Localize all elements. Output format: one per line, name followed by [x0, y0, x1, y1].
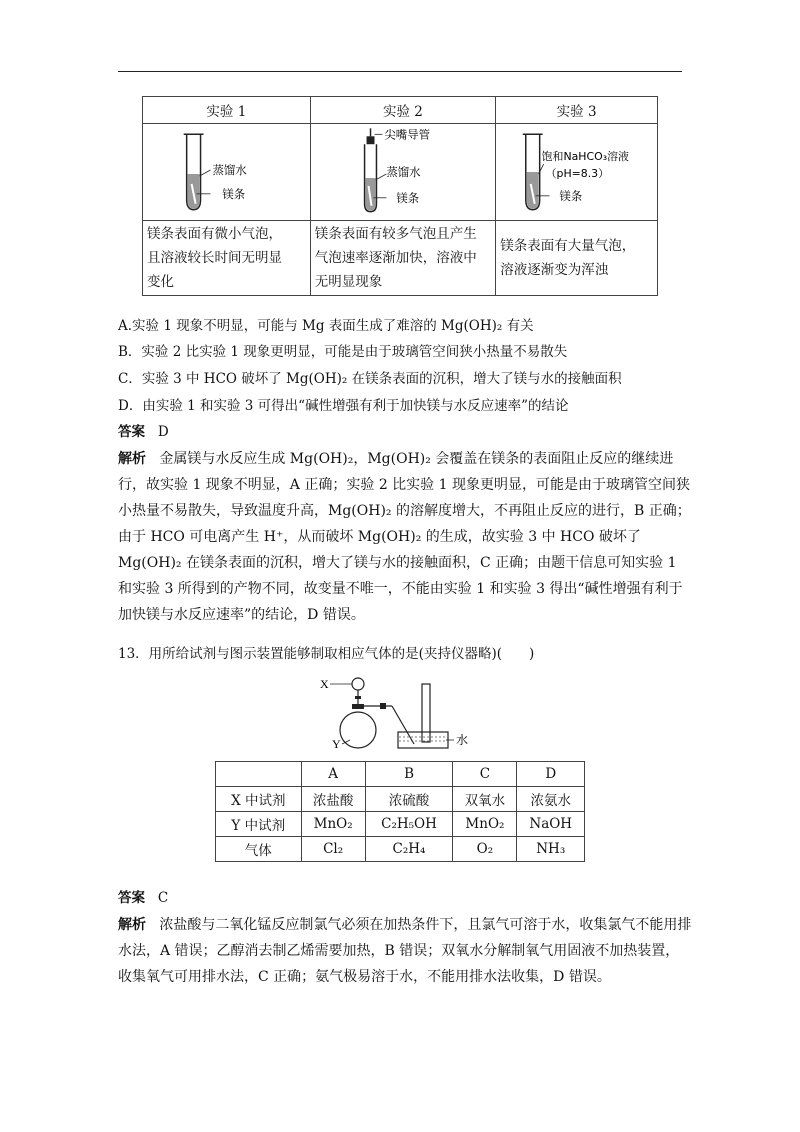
exp2-observation: 镁条表面有较多气泡且产生 气泡速率逐渐加快，溶液中 无明显现象: [310, 221, 496, 296]
water-label: 水: [456, 733, 469, 747]
option-d: D．由实验 1 和实验 3 可得出“碱性增强有利于加快镁与水反应速率”的结论: [118, 398, 569, 414]
option-a: A.实验 1 现象不明显，可能与 Mg 表面生成了难溶的 Mg(OH)₂ 有关: [118, 318, 534, 334]
e1-liquid-label: 蒸馏水: [212, 162, 247, 177]
e3-strip-label: 镁条: [559, 188, 583, 203]
experiment-table: [142, 96, 658, 296]
y-label: Y: [332, 737, 341, 751]
analysis-text: 金属镁与水反应生成 Mg(OH)₂，Mg(OH)₂ 会覆盖在镁条的表面阻止反应的继续进行，故实验 1 现象不明显，A 正确；实验 2 比实验 1 现象更明显，可能是由于玻璃管空间狭小热量不易散失，导致温度升高，Mg(OH)₂ 的溶解度增大，不再阻止反应的进行，B 正确；由于 HCO 可电离产生 H⁺，从而破坏 Mg(OH)₂ 的生成，故实验 3 中 HCO 破坏了 Mg(OH)₂ 在镁条表面的沉积，增大了镁与水的接触面积，C 正确；由题干信息可知实验 1 和实验 3 所得到的产物不同，故变量不唯一，不能由实验 1 和实验 3 得出“碱性增强有利于加快镁与水反应速率”的结论，D 错误。: [118, 451, 691, 623]
q13-analysis: [118, 912, 692, 990]
table-header-cell: A: [301, 762, 365, 787]
analysis-label: 解析: [118, 451, 146, 467]
e2-tube-label: 尖嘴导管: [384, 127, 430, 142]
q12-analysis: [118, 446, 692, 628]
table-row: 气体 Cl₂ C₂H₄ O₂ NH₃: [216, 837, 585, 862]
table-row: Y 中试剂 MnO₂ C₂H₅OH MnO₂ NaOH: [216, 812, 585, 837]
exp2-figure: [310, 124, 496, 221]
test-tube-diagram-2: [311, 124, 496, 220]
table-header-cell: D: [517, 762, 585, 787]
exp-header-3: 实验 3: [496, 97, 658, 124]
table-header-cell: C: [453, 762, 517, 787]
table-header-cell: B: [365, 762, 453, 787]
e3-liquid-label-1: 饱和NaHCO₃溶液: [541, 150, 630, 164]
gas-apparatus-diagram: [318, 674, 478, 754]
reagent-table: [215, 761, 585, 862]
e2-strip-label: 镁条: [396, 190, 419, 205]
header-rule: [118, 71, 682, 72]
e1-strip-label: 镁条: [222, 186, 246, 201]
exp-header-1: 实验 1: [143, 97, 311, 124]
table-header-cell: [216, 762, 302, 787]
exp-header-2: 实验 2: [310, 97, 496, 124]
q12-answer: [118, 422, 688, 442]
analysis-label: 解析: [118, 917, 146, 933]
x-label: X: [320, 677, 329, 691]
option-b: B．实验 2 比实验 1 现象更明显，可能是由于玻璃管空间狭小热量不易散失: [118, 344, 568, 360]
exp1-observation: 镁条表面有微小气泡， 且溶液较长时间无明显 变化: [143, 221, 311, 296]
table-row: X 中试剂 浓盐酸 浓硫酸 双氧水 浓氨水: [216, 787, 585, 812]
exp1-figure: [143, 124, 311, 221]
e2-liquid-label: 蒸馏水: [386, 164, 421, 179]
exp3-figure: [496, 124, 658, 221]
test-tube-diagram-3: [496, 124, 657, 220]
test-tube-diagram-1: [143, 124, 310, 220]
e3-liquid-label-2: （pH=8.3）: [545, 166, 610, 180]
answer-label: 答案: [118, 890, 145, 906]
answer-label: 答案: [118, 424, 145, 440]
q13-answer: [118, 888, 688, 908]
answer-value: D: [157, 424, 169, 440]
option-c: C．实验 3 中 HCO 破坏了 Mg(OH)₂ 在镁条表面的沉积，增大了镁与水的接触面积: [118, 371, 622, 387]
exp3-observation: 镁条表面有大量气泡， 溶液逐渐变为浑浊: [496, 221, 658, 296]
answer-value: C: [157, 890, 169, 906]
q13-stem: 13．用所给试剂与图示装置能够制取相应气体的是(夹持仪器略)( ): [118, 646, 535, 662]
analysis-text: 浓盐酸与二氧化锰反应制氯气必须在加热条件下，且氯气可溶于水，收集氯气不能用排水法，A 错误；乙醇消去制乙烯需要加热，B 错误；双氧水分解制氧气用固液不加热装置，收集氧气可用排水法，C 正确；氨气极易溶于水，不能用排水法收集，D 错误。: [118, 917, 692, 985]
